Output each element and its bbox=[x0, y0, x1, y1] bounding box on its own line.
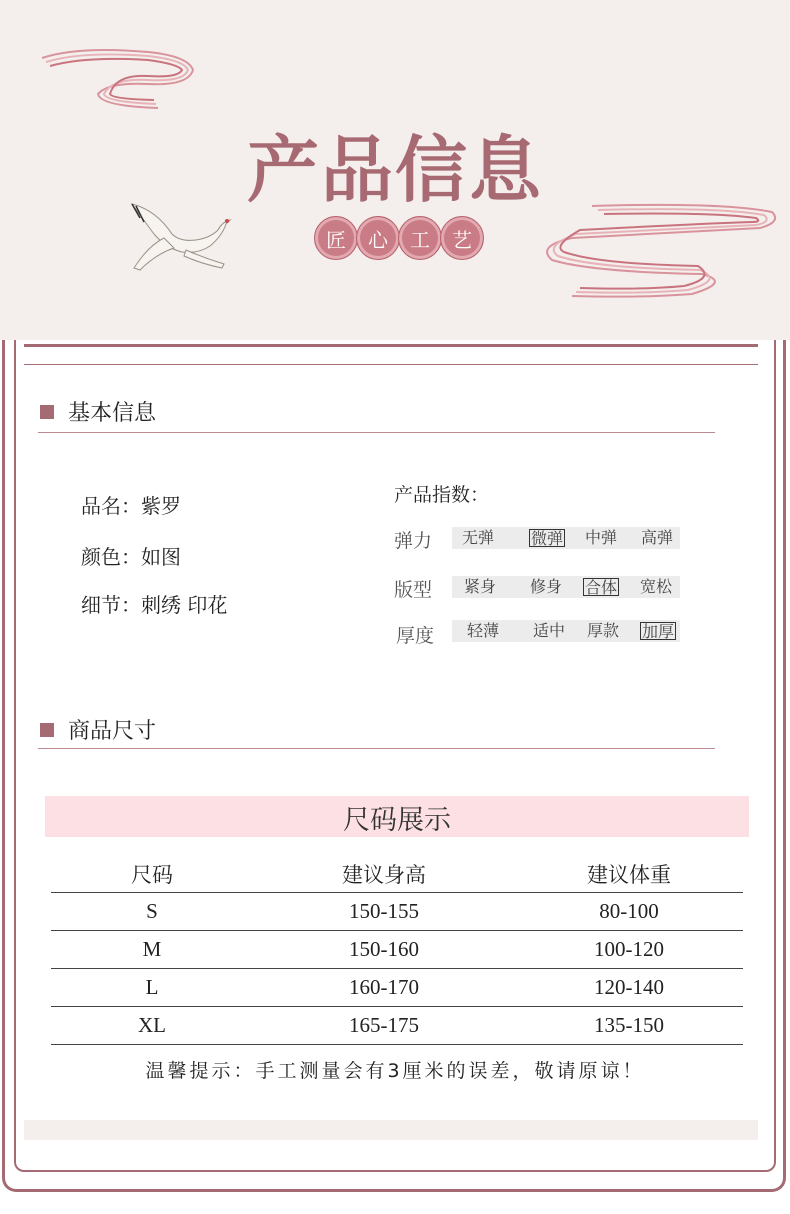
column-header: 建议体重 bbox=[515, 856, 743, 893]
field-value: 如图 bbox=[141, 545, 181, 569]
table-row bbox=[51, 1007, 743, 1045]
column-header: 建议身高 bbox=[253, 856, 515, 893]
index-option: 厚款 bbox=[587, 621, 620, 640]
table-cell: 120-140 bbox=[515, 969, 743, 1007]
field-label: 颜色： bbox=[81, 545, 141, 569]
table-cell: L bbox=[51, 969, 253, 1007]
table-cell: 100-120 bbox=[515, 931, 743, 969]
craft-badges bbox=[314, 216, 482, 260]
product-index-title: 产品指数： bbox=[394, 484, 490, 506]
table-cell: M bbox=[51, 931, 253, 969]
section-heading-text: 基本信息 bbox=[68, 401, 157, 426]
index-option-selected: 微弹 bbox=[531, 529, 564, 548]
field-details bbox=[81, 589, 227, 618]
section-heading-size bbox=[40, 714, 156, 745]
table-cell: 165-175 bbox=[253, 1007, 515, 1045]
index-option: 无弹 bbox=[462, 528, 495, 547]
table-cell: 135-150 bbox=[515, 1007, 743, 1045]
section-heading-text: 商品尺寸 bbox=[68, 719, 157, 744]
cloud-swirl-left-icon bbox=[38, 42, 208, 117]
field-value: 紫罗 bbox=[141, 494, 181, 518]
measurement-tip: 温馨提示：手工测量会有3厘米的误差，敬请原谅！ bbox=[145, 1060, 645, 1082]
section-square-icon bbox=[40, 405, 54, 419]
index-label-fit: 版型 bbox=[394, 579, 433, 601]
index-option-selected: 加厚 bbox=[642, 622, 675, 641]
inner-frame bbox=[14, 340, 776, 1172]
table-cell: S bbox=[51, 893, 253, 931]
table-header-row bbox=[51, 856, 743, 893]
craft-badge: 工 bbox=[398, 216, 442, 260]
section-divider bbox=[38, 748, 715, 749]
size-chart-title: 尺码展示 bbox=[343, 805, 451, 836]
table-row bbox=[51, 931, 743, 969]
table-cell: XL bbox=[51, 1007, 253, 1045]
field-value: 刺绣 印花 bbox=[141, 593, 228, 617]
index-row-thickness bbox=[452, 620, 680, 642]
index-row-fit bbox=[452, 576, 680, 598]
table-row bbox=[51, 969, 743, 1007]
index-option: 中弹 bbox=[585, 528, 618, 547]
index-option-selected: 合体 bbox=[585, 578, 618, 597]
table-row bbox=[51, 893, 743, 931]
index-option: 轻薄 bbox=[467, 621, 500, 640]
index-option: 适中 bbox=[533, 621, 566, 640]
index-label-thickness: 厚度 bbox=[396, 625, 435, 647]
index-option: 宽松 bbox=[640, 577, 673, 596]
section-divider bbox=[38, 432, 715, 433]
table-cell: 150-160 bbox=[253, 931, 515, 969]
craft-badge: 艺 bbox=[440, 216, 484, 260]
header-banner bbox=[0, 0, 790, 340]
column-header: 尺码 bbox=[51, 856, 253, 893]
craft-badge: 匠 bbox=[314, 216, 358, 260]
field-name bbox=[81, 490, 181, 519]
field-color bbox=[81, 541, 181, 570]
page-title: 产品信息 bbox=[246, 127, 543, 212]
table-cell: 150-155 bbox=[253, 893, 515, 931]
field-label: 品名： bbox=[81, 494, 141, 518]
table-cell: 80-100 bbox=[515, 893, 743, 931]
index-option: 紧身 bbox=[464, 577, 497, 596]
index-row-elasticity bbox=[452, 527, 680, 549]
size-table bbox=[51, 856, 743, 1045]
index-option: 修身 bbox=[530, 577, 563, 596]
table-cell: 160-170 bbox=[253, 969, 515, 1007]
section-heading-basic-info bbox=[40, 396, 156, 427]
frame-top-rule bbox=[24, 344, 758, 347]
craft-badge: 心 bbox=[356, 216, 400, 260]
bottom-band bbox=[24, 1120, 758, 1140]
frame-top-rule-thin bbox=[24, 364, 758, 365]
section-square-icon bbox=[40, 723, 54, 737]
index-option: 高弹 bbox=[641, 528, 674, 547]
index-label-elasticity: 弹力 bbox=[394, 530, 433, 552]
field-label: 细节： bbox=[81, 593, 141, 617]
